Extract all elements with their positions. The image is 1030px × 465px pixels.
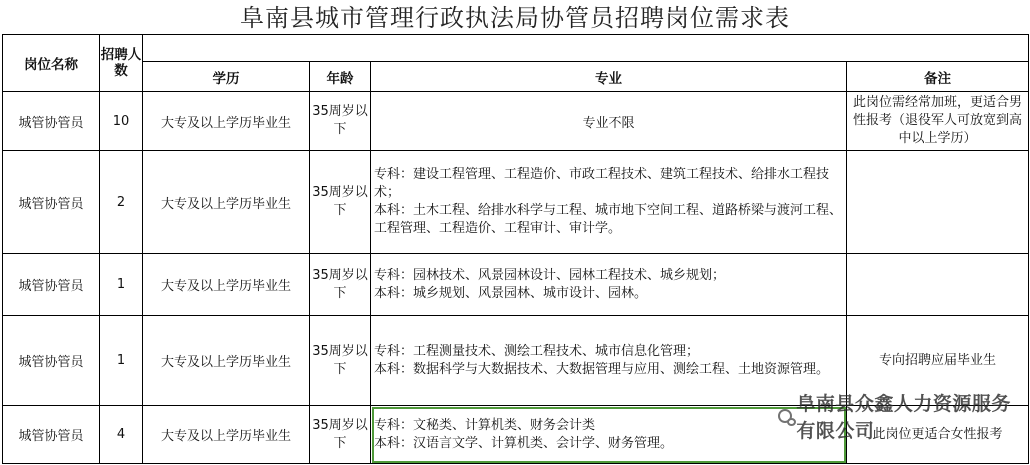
table-row (3, 254, 1029, 316)
watermark-text: 阜南县众鑫人力资源服务有限公司 (796, 393, 1011, 442)
age-cell: 35周岁以下 (310, 406, 371, 464)
education-cell: 大专及以上学历毕业生 (143, 254, 310, 316)
major-line-junior: 专科：文秘类、计算机类、财务会计类 (374, 417, 596, 433)
major-line: 专业不限 (582, 115, 635, 131)
table-row (3, 92, 1029, 151)
major-line-bachelor: 本科：土木工程、给排水科学与工程、城市地下空间工程、道路桥梁与渡河工程、工程管理、工程造价、工程审计、审计学。 (374, 203, 843, 236)
table-row (3, 316, 1029, 406)
header-position: 岗位名称 (3, 35, 100, 92)
recruitment-table (2, 34, 1029, 464)
major-line-bachelor: 本科：数据科学与大数据技术、大数据管理与应用、测绘工程、土地资源管理。 (374, 361, 830, 377)
major-line-junior: 专科：建设工程管理、工程造价、市政工程技术、建筑工程技术、给排水工程技术； (374, 167, 830, 200)
header-count: 招聘人数 (100, 35, 143, 92)
note-cell: 此岗位更适合女性报考 (847, 406, 1029, 464)
major-line-bachelor: 本科：城乡规划、风景园林、城市设计、园林。 (374, 285, 648, 301)
table-row (3, 406, 1029, 464)
note-cell: 专向招聘应届毕业生 (847, 316, 1029, 406)
major-line-bachelor: 本科：汉语言文学、计算机类、会计学、财务管理。 (374, 435, 674, 451)
table-row (3, 151, 1029, 254)
age-cell: 35周岁以下 (310, 151, 371, 254)
education-cell: 大专及以上学历毕业生 (143, 92, 310, 151)
page-title: 阜南县城市管理行政执法局协管员招聘岗位需求表 (240, 4, 790, 32)
note-cell: 此岗位需经常加班，更适合男性报考（退役军人可放宽到高中以上学历） (847, 92, 1029, 151)
header-note: 备注 (847, 62, 1029, 92)
education-cell: 大专及以上学历毕业生 (143, 151, 310, 254)
major-cell (371, 151, 847, 254)
note-cell (847, 151, 1029, 254)
count-cell: 2 (100, 151, 143, 254)
education-cell: 大专及以上学历毕业生 (143, 316, 310, 406)
age-cell: 35周岁以下 (310, 316, 371, 406)
header-education: 学历 (143, 62, 310, 92)
header-age: 年龄 (310, 62, 371, 92)
position-cell: 城管协管员 (3, 92, 100, 151)
education-cell: 大专及以上学历毕业生 (143, 406, 310, 464)
position-cell: 城管协管员 (3, 316, 100, 406)
count-cell: 10 (100, 92, 143, 151)
major-cell (371, 254, 847, 316)
position-cell: 城管协管员 (3, 406, 100, 464)
header-blank (143, 35, 1029, 62)
major-cell (371, 92, 847, 151)
count-cell: 1 (100, 316, 143, 406)
major-line-junior: 专科：园林技术、风景园林设计、园林工程技术、城乡规划； (374, 267, 726, 283)
major-line-junior: 专科：工程测量技术、测绘工程技术、城市信息化管理； (374, 343, 700, 359)
age-cell: 35周岁以下 (310, 254, 371, 316)
major-cell-highlighted (371, 406, 847, 464)
header-major: 专业 (371, 62, 847, 92)
major-cell (371, 316, 847, 406)
position-cell: 城管协管员 (3, 254, 100, 316)
position-cell: 城管协管员 (3, 151, 100, 254)
age-cell: 35周岁以下 (310, 92, 371, 151)
count-cell: 4 (100, 406, 143, 464)
count-cell: 1 (100, 254, 143, 316)
note-cell (847, 254, 1029, 316)
